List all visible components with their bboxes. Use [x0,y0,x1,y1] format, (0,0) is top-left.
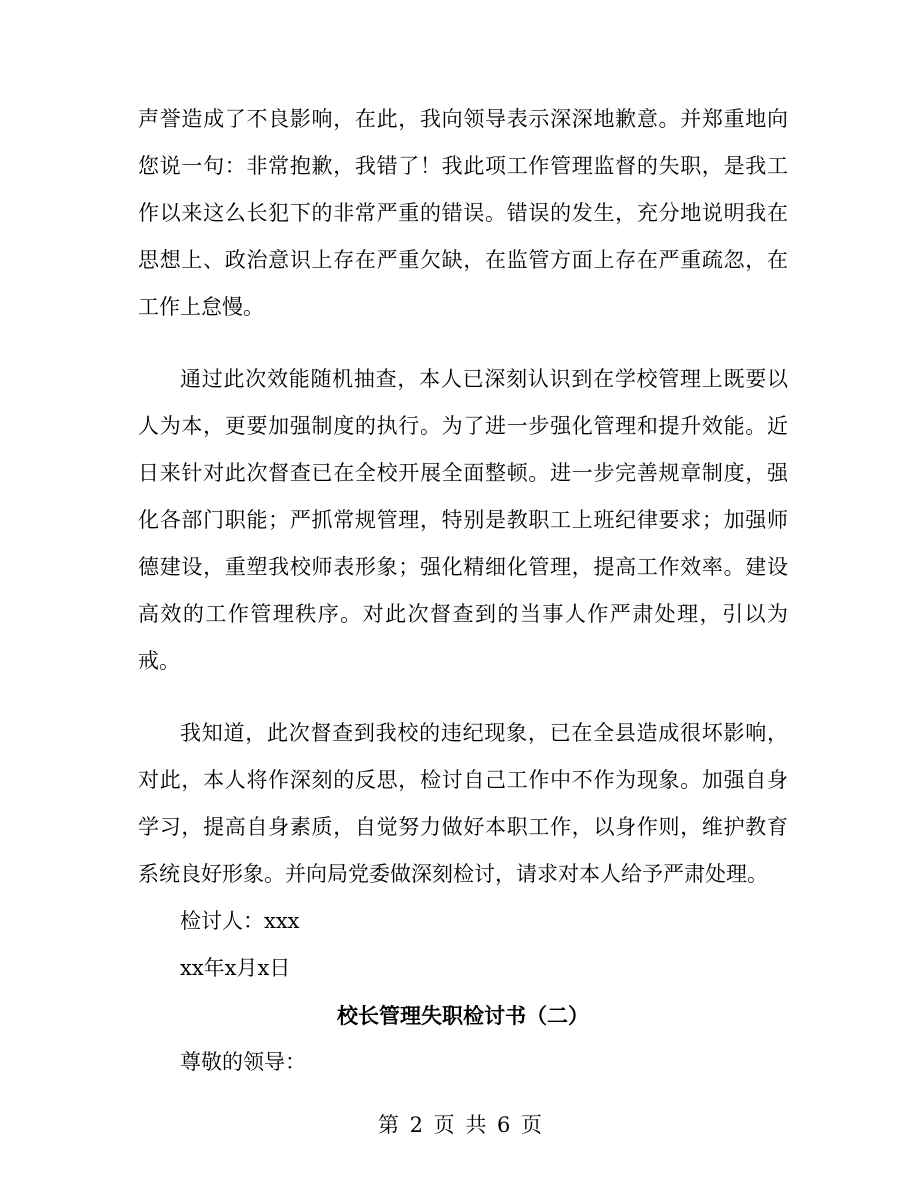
section-title: 校长管理失职检讨书（二） [337,1003,589,1028]
document-body [138,96,788,1086]
paragraph-continuation: 声誉造成了不良影响，在此，我向领导表示深深地歉意。并郑重地向您说一句：非常抱歉，我错了！我此项工作管理监督的失职，是我工作以来这么长犯下的非常严重的错误。错误的发生，充分地说明我在思想上、政治意识上存在严重欠缺，在监管方面上存在严重疏忽，在工作上怠慢。 [138,107,788,319]
paragraph-reflection: 我知道，此次督查到我校的违纪现象，已在全县造成很坏影响，对此，本人将作深刻的反思，检讨自己工作中不作为现象。加强自身学习，提高自身素质，自觉努力做好本职工作，以身作则，维护教育系统良好形象。并向局党委做深刻检讨，请求对本人给予严肃处理。 [138,721,788,886]
date-line: xx年x月x日 [180,956,291,980]
paragraph-efficiency-check: 通过此次效能随机抽查，本人已深刻认识到在学校管理上既要以人为本，更要加强制度的执行。为了进一步强化管理和提升效能。近日来针对此次督查已在全校开展全面整顿。进一步完善规章制度，强化各部门职能；严抓常规管理，特别是教职工上班纪律要求；加强师德建设，重塑我校师表形象；强化精细化管理，提高工作效率。建设高效的工作管理秩序。对此次督查到的当事人作严肃处理，引以为戒。 [138,367,788,673]
signature-line: 检讨人：xxx [180,909,300,933]
salutation-line: 尊敬的领导： [180,1050,306,1074]
page-number-footer: 第 2 页 共 6 页 [377,1113,543,1137]
